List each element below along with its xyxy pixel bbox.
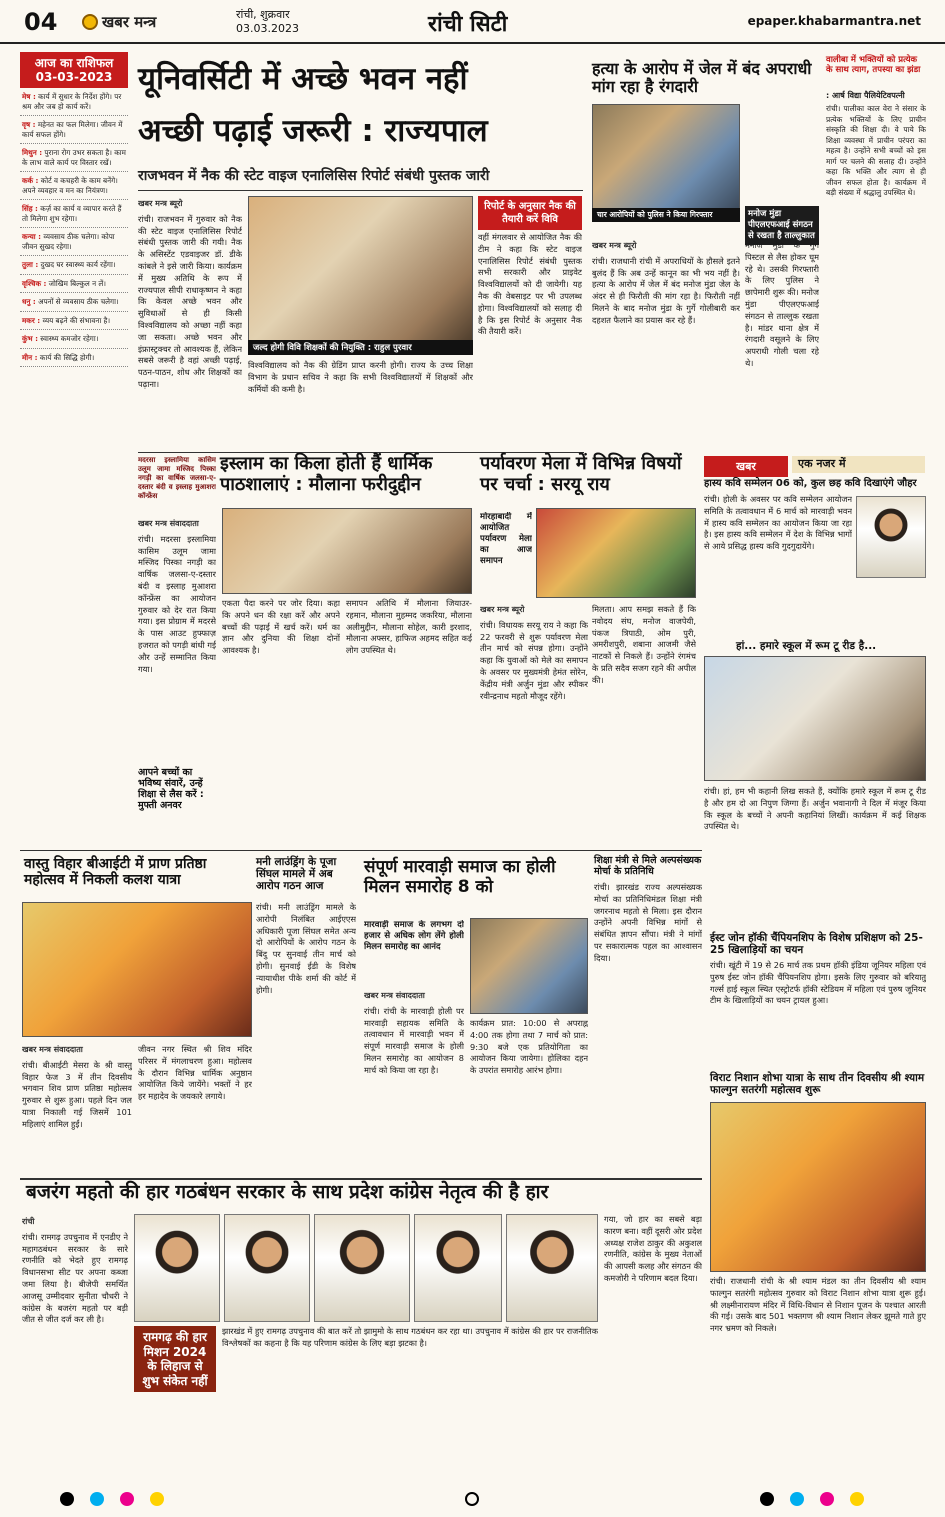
registration-target-icon [850,1492,864,1506]
ramgarh-body [22,1216,128,1468]
lead-headline-2: अच्छी पढ़ाई जरूरी : राज्यपाल [138,113,488,149]
islam-body [138,518,216,766]
env-note: मोरहाबादी में आयोजित पर्यावरण मेला का आज समापन [480,512,532,566]
lead-photo-caption: जल्द होगी विवि शिक्षकों की नियुक्ति : राहुल पुरवार [248,340,473,355]
rashifal-text: कार्य की सिद्धि होगी। [39,352,95,362]
hasya-label: खबर [704,456,788,477]
shiksha-body: रांची। झारखंड राज्य अल्पसंख्यक मोर्चा का प्रतिनिधिमंडल शिक्षा मंत्री जगरनाथ महतो से मिला। इस दौरान उन्होंने अपनी विभिन्न मांगों से संबंधित ज्ञापन सौंपा। मंत्री ने मांगों पर सकारात्मक पहल का आश्वासन दिया। [594,882,702,963]
rashifal-text: व्यय बढ़ने की संभावना है। [42,315,111,325]
vastu-body [22,1044,132,1174]
lead-text: रांची। राजभवन में गुरुवार को नैक की स्टेट वाइज एनालिसिस रिपोर्ट संबंधी पुस्तक जारी की गयी। नैक के असिस्टेंट एडवाइजर डॉ. डीके कांबले ने इसे जारी किया। कार्यक्रम में मुख्य अतिथि के रूप में राज्यपाल सीपी राधाकृष्णन ने कहा कि केवल अच्छे भवन और सुविधाओं से ही किसी विश्वविद्यालय को अच्छा नहीं कहा जा सकता। अच्छे भवन और इंफ्रास्ट्रक्चर तो आवश्यक हैं, लेकिन सबसे जरूरी है वहां अच्छी पढ़ाई, पठन-पाठन, शोध और शिक्षकों का पढ़ाना। [138,213,242,389]
ramgarh-box: रामगढ़ की हार मिशन 2024 के लिहाज से शुभ संकेत नहीं [134,1326,216,1392]
school-headline: हां... हमारे स्कूल में रूम टू रीड है... [736,640,877,652]
lead-headline-1: यूनिवर्सिटी में अच्छे भवन नहीं [138,61,468,97]
politician-portrait-2 [224,1214,310,1322]
islam-photo [222,508,472,594]
rashifal-sign: मकर : [22,315,41,325]
lead-side-body: वहीं मंगलवार से आयोजित नैक की टीम ने कहा कि स्टेट वाइज एनालिसिस रिपोर्ट संबंधी पुस्तक सभी सरकारी और प्राइवेट विश्वविद्यालयों को दी जायेगी। यह नैक की वेबसाइट पर भी उपलब्ध होगा। विश्वविद्यालयों को सलाह दी है कि इस रिपोर्ट के अनुसार नैक की तैयारी करें। [478,232,582,337]
env-photo [536,508,696,598]
ramgarh-right: गया, जो हार का सबसे बड़ा कारण बना। वहीं दूसरी ओर प्रदेश अध्यक्ष राजेश ठाकुर की अकुशल रणनीति, कांग्रेस के मुख्य नेताओं की आपसी कलह और संगठन की कमजोरी ने परिणाम बदल दिया। [604,1214,702,1283]
islam-tag: मदरसा इस्लामिया कासिम उलूम जामा मस्जिद पिस्का नगड़ी का वार्षिक जलसा-ए-दस्तार बंदी व इस्लाह मुआशरा कॉन्फ्रेंस [138,456,216,500]
vastu-byline: खबर मन्त्र संवाददाता [22,1045,83,1054]
politician-portrait-4 [414,1214,502,1322]
ramgarh-mid: झारखंड में हुए रामगढ़ उपचुनाव की बात करें तो झामुमो के साथ गठबंधन कर रहा था। उपचुनाव में कांग्रेस की हार पर राजनीतिक विश्लेषकों का कहना है कि यह परिणाम कांग्रेस के लिए बड़ा झटका है। [222,1326,598,1348]
islam-quote: आपने बच्चों का भविष्य संवारें, उन्हें शिक्षा से लैस करें : मुफ्ती अनवर [138,767,204,811]
rashifal-text: पुराना रोग उभर सकता है। काम के लाभ वाले कार्य पर विस्तार रखें। [22,148,126,167]
right-top-subhead: : आर्ष विद्या पैलियेटिवपत्नी [826,91,905,100]
ramgarh-headline: बजरंग महतो की हार गठबंधन सरकार के साथ प्रदेश कांग्रेस नेतृत्व की है हार [26,1181,549,1203]
rashifal-item [20,312,128,331]
rashifal-sign: वृष : [22,120,36,129]
env-body [480,604,588,848]
marwari-text: रांची। रांची के मारवाड़ी होली पर मारवाड़ी सहायक समिति के तत्वावधान में मारवाड़ी भवन में संपूर्ण मारवाड़ी समाज के होली मिलन समारोह का आयोजन 8 मार्च को किया जा रहा है। [364,1005,464,1075]
hockey-body: रांची। खूंटी में 19 से 26 मार्च तक प्रथम हॉकी इंडिया जूनियर महिला एवं पुरुष ईस्ट जोन हॉकी चैंपियनशिप होगा। इसके लिए गुरुवार को बरियातु गर्ल्स हाई स्कूल स्थित एस्ट्रोटर्फ हॉकी स्टेडियम में महिला एवं पुरुष जूनियर टीम के खिलाड़ियों का चयन ट्रायल हुआ। [710,960,926,1006]
brand-logo-icon [82,14,98,30]
right-top-body: रांची। पालीका काल वेरा ने संसार के प्रत्येक भक्तियों के लिए प्राचीन संस्कृति की शिक्षा दी। वे पाये कि शिक्षा व्यवस्था में प्राचीन परंपरा का महत्व है। उन्होंने सभी बच्चों को इस मार्ग पर चलने की सलाह दी। उन्होंने कहा कि भक्ति और त्याग से ही जीवन सफल होता है। कार्यक्रम में बड़ी संख्या में श्रद्धालु उपस्थित थे। [826,104,926,197]
rashifal-item [20,256,128,275]
registration-target-icon [790,1492,804,1506]
politician-portrait-3 [314,1214,410,1322]
ramgarh-text: रांची। रामगढ़ उपचुनाव में एनडीए ने महागठबंधन सरकार के सारे रणनीति को भेदते हुए रामगढ़ विधानसभा सीट पर अपना कब्जा जमा लिया है। बीजेपी समर्थित आजसू उम्मीदवार सुनीता चौधरी ने कांग्रेस के बजरंग महतो पर बड़ी जीत से जीत दर्ज कर ली है। [22,1231,128,1325]
marwari-body [364,990,464,1174]
money-headline: मनी लाउंड्रिंग के पूजा सिंघल मामले में अब आरोप गठन आज [256,856,337,893]
rashifal-text: स्वास्थ्य कमजोर रहेगा। [40,334,99,343]
env-headline: पर्यावरण मेला में विभिन्न विषयों पर चर्चा : सरयू राय [480,453,682,495]
rashifal-text: महेनत का फल मिलेगा। जीवन में कार्य सफल होंगे। [22,120,123,139]
ramgarh-byline: रांची [22,1217,35,1226]
rashifal-text: कर्ज़ का कार्य व व्यापार करते हैं तो मिलेगा शुभ रहेगा। [22,204,122,223]
print-registration-strip [0,1480,945,1517]
shyam-photo [710,1102,926,1272]
divider [20,1178,702,1180]
murder-side-body: मनोज मुंडा के गुर्गे पिस्टल से लैस होकर घूम रहे थे। उसकी गिरफ्तारी के लिए पुलिस ने छापेमारी शुरू की। मनोज मुंडा पीएलएफआई संगठन से ताल्लुक रखता है। मांडर थाना क्षेत्र में रंगदारी वसूलने के लिए अपराधी गोली चला रहे थे। [745,240,819,368]
islam-col2: एकता पैदा करने पर जोर दिया। कहा कि अपने धन की रक्षा करें और अपने बच्चों की पढ़ाई में खर्च करें। धर्म का ज्ञान और दुनिया की शिक्षा दोनों आवश्यक है। [222,598,340,656]
rashifal-title: आज का राशिफल [34,56,114,70]
brand-name: खबर मन्त्र [102,13,157,31]
murder-photo [592,104,740,209]
rashifal-item [20,330,128,349]
vastu-col2: जीवन नगर स्थित श्री शिव मंदिर परिसर में मंगलाचरण हुआ। महोत्सव के दौरान विभिन्न धार्मिक अनुष्ठान आयोजित किये जायेंगे। भक्तों ने हर हर महादेव के जयकारे लगाये। [138,1044,252,1102]
marwari-photo [470,918,588,1014]
rashifal-sign: मीन : [22,352,38,362]
rashifal-item [20,88,128,116]
registration-target-icon [150,1492,164,1506]
murder-side-head: मनोज मुंडा पीएलएफआई संगठन से रखता है ताल्लुकात [745,206,819,245]
env-text: रांची। विधायक सरयू राय ने कहा कि 22 फरवरी से शुरू पर्यावरण मेला तीन मार्च को संपन्न होगा। उन्होंने कहा कि युवाओं को मेले का समापन के अवसर पर मुख्यमंत्री हेमंत सोरेन, केंद्रीय मंत्री अर्जुन मुंडा और स्पीकर रवीन्द्रनाथ महतो मौजूद रहेंगे। [480,619,588,701]
registration-target-icon [60,1492,74,1506]
rashifal-item [20,228,128,256]
hasya-tag: एक नजर में [792,456,925,473]
registration-target-icon [120,1492,134,1506]
rashifal-text: अपनों से व्यवसाय ठीक चलेगा। [38,297,119,306]
rashifal-item [20,116,128,144]
marwari-note: मारवाड़ी समाज के लगभग दो हजार से अधिक लोग लेंगे होली मिलन समारोह का आनंद [364,920,464,952]
city-day: रांची, शुक्रवार [236,8,290,21]
islam-col3: समापन अतिथि में मौलाना जियाउर-रहमान, मौलाना मुहम्मद जकरिया, मौलाना अलीमुद्दीन, मौलाना सोहेल, कारी इरशाद, मौलाना अफ्सर, हाफिज अहमद सहित कई लोग उपस्थित थे। [346,598,472,656]
rashifal-item [20,200,128,228]
hasya-body: रांची। होली के अवसर पर कवि सम्मेलन आयोजन समिति के तत्वावधान में 6 मार्च को मारवाड़ी भवन में हास्य कवि सम्मेलन का आयोजन किया जा रहा है। इस हास्य कवि सम्मेलन में देश के विभिन्न भागों से आये प्रसिद्ध हास्य कवि गुदगुदायेंगे। [704,494,852,552]
registration-target-icon [465,1492,479,1506]
lead-side-box: रिपोर्ट के अनुसार नैक की तैयारी करें विवि [478,196,582,230]
shiksha-headline: शिक्षा मंत्री से मिले अल्पसंख्यक मोर्चा के प्रतिनिधि [594,855,702,877]
rashifal-text: व्यवसाय ठीक चलेगा। कोपा जीवन सुखद रहेगा। [22,232,115,251]
rashifal-text: कार्य में सुधार के निर्देश होंगे। पर श्रम और जब हो कार्य करें। [22,92,122,111]
vastu-photo [22,902,252,1037]
lead-mid-body: विश्वविद्यालय को नैक की ग्रेडिंग प्राप्त करनी होगी। राज्य के उच्च शिक्षा विभाग के प्रधान सचिव ने कहा कि सभी विश्वविद्यालयों में शिक्षकों और कर्मियों की कमी है। [248,360,473,394]
env-byline: खबर मन्त्र ब्यूरो [480,605,525,614]
divider [20,850,702,851]
rashifal-text: दुखद घर स्वास्थ्य कार्य रहेंगा। [40,260,116,269]
section-title: रांची सिटी [428,12,508,37]
murder-byline: खबर मन्त्र ब्यूरो [592,241,637,250]
politician-portrait-5 [506,1214,598,1322]
hasya-headline: हास्य कवि सम्मेलन 06 को, कुल छह कवि दिखाएंगे जौहर [704,478,917,489]
islam-headline: इस्लाम का किला होती हैं धार्मिक पाठशालाएं : मौलाना फरीदुद्दीन [220,453,433,495]
lead-subhead: राजभवन में नैक की स्टेट वाइज एनालिसिस रिपोर्ट संबंधी पुस्तक जारी [138,168,490,184]
rashifal-item [20,172,128,200]
registration-target-icon [820,1492,834,1506]
marwari-headline: संपूर्ण मारवाड़ी समाज का होली मिलन समारोह 8 को [364,857,556,897]
rashifal-sign: मेष : [22,92,36,101]
marwari-byline: खबर मन्त्र संवाददाता [364,991,425,1000]
shyam-headline: विराट निशान शोभा यात्रा के साथ तीन दिवसीय श्री श्याम फाल्गुन सतरंगी महोत्सव शुरू [710,1072,925,1097]
rashifal-date: 03-03-2023 [35,70,113,84]
rashifal-item [20,293,128,312]
murder-headline: हत्या के आरोप में जेल में बंद अपराधी मांग रहा है रंगदारी [592,59,812,97]
issue-date: 03.03.2023 [236,22,299,35]
registration-target-icon [90,1492,104,1506]
dateline [236,8,299,36]
right-top-headline: वालीबा में भक्तियों को प्रत्येक के साथ त्याग, तपस्या का झंडा [826,55,921,75]
lead-body [138,198,242,448]
shyam-body: रांची। राजधानी रांची के श्री श्याम मंडल का तीन दिवसीय श्री श्याम फाल्गुन सतरंगी महोत्सव गुरुवार को विराट निशान शोभा यात्रा शुरू हुई। श्री लक्ष्मीनारायण मंदिर में विधि-विधान से निशान पूजन के पश्चात आरती की गई। उसके बाद 501 भक्तगण श्री श्याम निशान लेकर झूमते गाते हुए नगर भ्रमण को निकले। [710,1276,926,1334]
env-col2: मिलता। आप समझ सकते हैं कि नवोदय संघ, मनोज वाजपेयी, पंकज त्रिपाठी, ओम पुरी, अमरीशपुरी, शबाना आजमी जैसे नाटकों से निकले हैं। उन्होंने रंगमंच के प्रति सदैव सजग रहने की अपील की। [592,604,696,685]
rashifal-sign: धनु : [22,297,36,306]
epaper-url[interactable]: epaper.khabarmantra.net [747,14,921,28]
rashifal-sign: सिंह : [22,204,38,213]
rashifal-sign: तुला : [22,260,39,269]
hockey-headline: ईस्ट जोन हॉकी चैंपियनशिप के विशेष प्रशिक्षण को 25-25 खिलाड़ियों का चयन [710,932,923,957]
rashifal-list [20,88,128,367]
rashifal-sign: कुंभ : [22,334,38,343]
rashifal-item [20,349,128,368]
lead-photo [248,196,473,346]
murder-text: रांची। राजधानी रांची में अपराधियों के हौसले इतने बुलंद हैं कि अब उन्हें कानून का भी भय नहीं है। हत्या के आरोप में जेल में बंद मनोज मुंडा जेल के अंदर से ही फिरौती की मांग रहा है। फिरौती नहीं मिलने के बाद मनोज मुंडा के गुर्गे गोलीबारी कर दहशत फैलाने का प्रयास कर रहे हैं। [592,255,740,325]
school-photo [704,656,926,781]
rashifal-item [20,275,128,294]
politician-portrait-1 [134,1214,220,1322]
rashifal-text: कोर्ट व कचहरी के काम बनेंगे। अपने व्यवहार व मन का नियंत्रण। [22,176,118,195]
divider [138,190,583,191]
rashifal-header [20,52,128,88]
murder-body [592,240,740,445]
vastu-headline: वास्तु विहार बीआईटी में प्राण प्रतिष्ठा महोत्सव में निकली कलश यात्रा [24,856,207,889]
murder-caption: चार आरोपियों को पुलिस ने किया गिरफ्तार [592,208,740,222]
vastu-text: रांची। बीआईटी मेसरा के श्री वास्तु विहार फेज 3 में तीन दिवसीय भगवान शिव प्राण प्रतिष्ठा महोत्सव गुरुवार से शुरू हुआ। पहले दिन जल यात्रा निकाली गई जिसमें 101 महिलाएं शामिल हुईं। [22,1059,132,1129]
rashifal-sign: कन्या : [22,232,42,241]
poet-portrait [856,496,926,578]
lead-byline: खबर मन्त्र ब्यूरो [138,199,183,208]
rashifal-sign: वृश्चिक : [22,278,47,288]
rashifal-sign: मिथुन : [22,148,43,157]
marwari-col2: कार्यक्रम प्रात: 10:00 से अपराह्न 4:00 तक होगा तथा 7 मार्च को प्रात: 9:30 बजे एक प्रतियोगिता का आयोजन किया जायेगा। होलिका दहन के उपरांत समारोह आरंभ होगा। [470,1018,588,1076]
islam-text: रांची। मदरसा इस्लामिया कासिम उलूम जामा मस्जिद पिस्का नगड़ी का वार्षिक जलसा-ए-दस्तार बंदी व इस्लाह मुआशरा कॉन्फ्रेंस का आयोजन गुरुवार को देर रात किया गया। इस प्रोग्राम में मदरसे के पास आउट हुफ्फाज़ हजरात को पगड़ी बांधी गई और उन्हें सम्मानित किया गया। [138,533,216,674]
money-body: रांची। मनी लाउंड्रिंग मामले के आरोपी निलंबित आईएएस अधिकारी पूजा सिंघल समेत अन्य दो आरोपियों के आरोप गठन के बिंदु पर सुनवाई तीन मार्च को होगी। सुनवाई ईडी के विशेष न्यायाधीश पीके शर्मा की कोर्ट में होगी। [256,902,356,995]
islam-byline: खबर मन्त्र संवाददाता [138,519,199,528]
page-number: 04 [24,8,58,36]
rashifal-item [20,144,128,172]
registration-target-icon [760,1492,774,1506]
rashifal-text: जोखिम बिल्कुल न लें। [48,278,106,288]
school-body: रांची। हां, हम भी कहानी लिख सकते हैं, क्योंकि हमारे स्कूल में रूम टू रीड है और हम दो आ निपुण जिग्गा हैं। अर्जुन भवानागी ने दिल में मंजूर किया कि स्कूल के बच्चों ने अपनी कहानियां लिखीं। कार्यक्रम में कई शिक्षक उपस्थित थे। [704,786,926,832]
rashifal-sign: कर्क : [22,176,39,185]
masthead [0,0,945,44]
